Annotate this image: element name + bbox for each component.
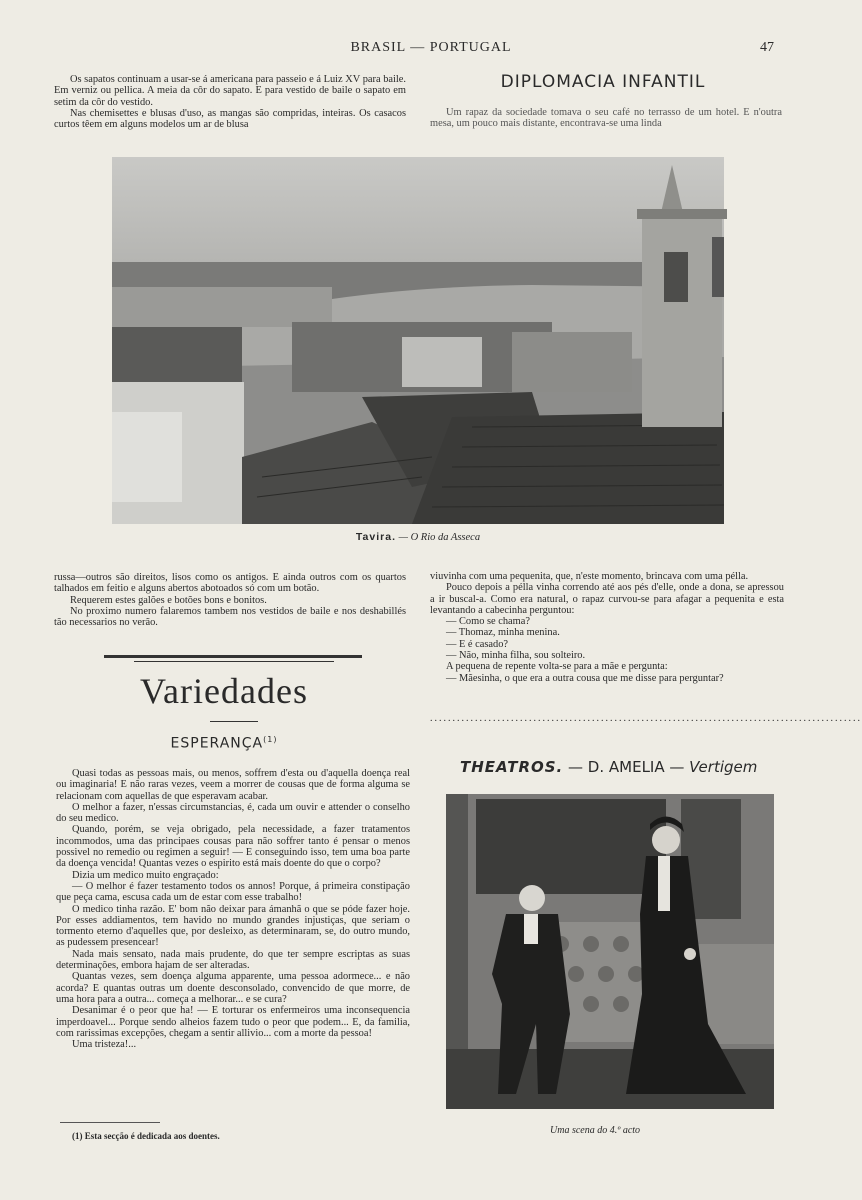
- paragraph: O melhor a fazer, n'essas circumstancias, é, cada um ouvir e attender o conselho do seu medico.: [56, 801, 410, 825]
- footnote-rule: [60, 1122, 160, 1123]
- dotted-separator: ................................................................................................: [430, 713, 862, 724]
- diplomacia-intro: [430, 107, 782, 130]
- footnote: (1) Esta secção é dedicada aos doentes.: [72, 1131, 220, 1141]
- title-rule: [210, 721, 258, 722]
- dialogue-line: A pequena de repente volta-se para a mãe e pergunta:: [446, 661, 668, 673]
- esperanca-text: [56, 768, 410, 1050]
- running-header: BRASIL — PORTUGAL: [350, 40, 512, 55]
- page-number: 47: [760, 40, 774, 55]
- diplomacia-body: [430, 571, 784, 684]
- fashion-column-top: [54, 74, 406, 130]
- dialogue-line: — Mãesinha, o que era a outra cousa que me disse para perguntar?: [446, 672, 724, 684]
- paragraph: O medico tinha razão. E' bom não deixar para ámanhã o que se póde fazer hoje. Por esses addiamentos, tem havido no mundo grandes injustiças, que seriam o tormento eterno d'aquelles que, por desleixo, as determinaram, se, do outro mundo, as pudessem presencear!: [56, 903, 410, 949]
- paragraph: Pouco depois a pélla vinha correndo até aos pés d'elle, onde a dona, se apressou a ir buscal-a. Como era natural, o rapaz curvou-se para afagar a pequenita e esta levantando a cabecinha perguntou:: [430, 582, 784, 616]
- paragraph: Um rapaz da sociedade tomava o seu café no terrasso de um hotel. E n'outra mesa, um pouco mais distante, encontrava-se uma linda: [430, 107, 782, 130]
- paragraph: viuvinha com uma pequenita, que, n'este momento, brincava com uma pélla.: [430, 571, 749, 582]
- dialogue-line: — Thomaz, minha menina.: [446, 627, 560, 639]
- theatros-heading: [460, 758, 757, 776]
- dialogue-line: — Não, minha filha, sou solteiro.: [446, 650, 586, 662]
- paragraph: Desanimar é o peor que ha! — E torturar os enfermeiros uma inconsequencia imperdoavel... Porque sendo alheios fazem tudo o peor que podem... E, da familia, com rarissimas excepções, chegam a sentir allivio... com a morte da pessoa!: [56, 1005, 410, 1039]
- caption-place: Tavira.: [355, 531, 396, 543]
- theatros-label: THEATROS.: [460, 758, 564, 776]
- theatre-caption: Uma scena do 4.º acto: [550, 1125, 641, 1136]
- tavira-caption: [112, 531, 724, 543]
- variedades-title: Variedades: [140, 671, 308, 711]
- dialogue-line: — E é casado?: [446, 638, 509, 650]
- fashion-column-continued: [54, 572, 406, 628]
- diplomacia-heading: DIPLOMACIA INFANTIL: [500, 72, 706, 92]
- footnote-mark: (1): [263, 735, 278, 744]
- tavira-photo: [112, 157, 724, 524]
- paragraph: Uma tristeza!...: [72, 1039, 137, 1051]
- paragraph: — O melhor é fazer testamento todos os annos! Porque, á primeira constipação que peça cama, escusa cada um de estar com esse trabalho!: [56, 880, 410, 904]
- caption-rest: — O Rio da Asseca: [398, 532, 481, 543]
- paragraph: Nas chemisettes e blusas d'uso, as mangas são compridas, inteiras. Os casacos curtos têem em alguns modelos um ar de blusa: [54, 107, 406, 131]
- theatre-photo-drawing: [446, 794, 774, 1109]
- theatre-name: — D. AMELIA —: [568, 758, 685, 776]
- paragraph: Quando, porém, se veja obrigado, pela necessidade, a fazer tratamentos incommodos, uma das principaes cousas para não soffrer tanto é pensar o menos possivel no remedio ou regimen a seguir! — E conseguindo isso, tem uma boa parte da doença vencida! Quantas vezes o espirito está mais doente do que o corpo?: [56, 824, 410, 870]
- paragraph: Nada mais sensato, nada mais prudente, do que ter sempre escriptas as suas determinações, embora hajam de ser alteradas.: [56, 948, 410, 972]
- play-title: Vertigem: [689, 758, 758, 776]
- esperanca-title: ESPERANÇA: [170, 735, 264, 752]
- section-rule-thin: [134, 661, 334, 662]
- paragraph: russa—outros são direitos, lisos como os antigos. E ainda outros com os quartos talhados em feitio e alguns abertos abotoados só com um botão.: [54, 572, 406, 595]
- theatre-photo: [446, 794, 774, 1109]
- paragraph: Requerem estes galões e botões bons e bonitos.: [70, 594, 267, 606]
- paragraph: Quantas vezes, sem doença alguma apparente, uma pessoa adormece... e não acorda? E quantas outras um doente desconsolado, convencido de que morre, de uma hora para a outra... começa a melhorar... e se cura?: [56, 971, 410, 1005]
- tavira-photo-drawing: [112, 157, 724, 524]
- paragraph: Dizia um medico muito engraçado:: [72, 869, 219, 881]
- paragraph: Os sapatos continuam a usar-se á americana para passeio e á Luiz XV para baile. Em verniz ou pellica. A meia da côr do sapato. E para vestido de baile o sapato em setim da côr do vestido.: [54, 74, 406, 108]
- dialogue-line: — Como se chama?: [446, 616, 530, 628]
- esperanca-heading: [54, 735, 394, 752]
- paragraph: No proximo numero falaremos tambem nos vestidos de baile e nos deshabillés tão necessarios no verão.: [54, 605, 406, 629]
- section-rule-thick: [104, 655, 362, 658]
- paragraph: Quasi todas as pessoas mais, ou menos, soffrem d'esta ou d'aquella doença real ou imaginaria! E não raras vezes, veem a morrer de cousas que de forma alguma se relacionam com aquellas de que esperavam acabar.: [56, 768, 410, 802]
